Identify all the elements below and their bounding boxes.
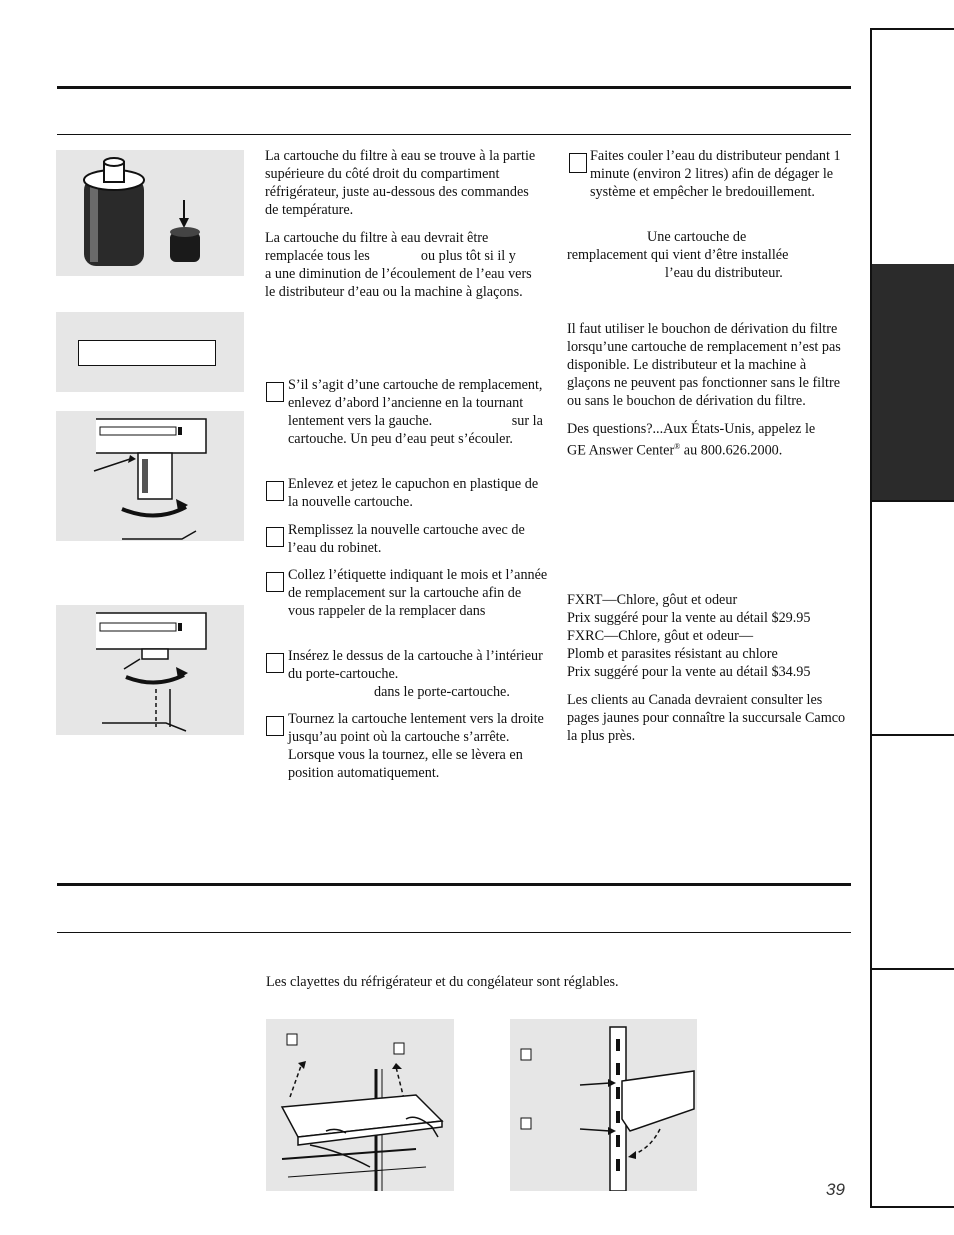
bypass-text: Il faut utiliser le bouchon de dérivation du filtre lorsqu’une cartouche de remplacement n’est pas disponible. Le distributeur et la machine à glaçons ne peuvent pas fonctionner sans le filtre ou sans le bouchon de dérivation du filtre. (567, 321, 841, 409)
questions-a: Des questions?...Aux États-Unis, appelez le (567, 421, 816, 437)
replacement-note-a: Une cartouche de (647, 229, 747, 245)
shelves-top-rule (57, 883, 851, 886)
replacement-note-b: remplacement qui vient d’être installée (567, 247, 789, 263)
section-top-rule (57, 86, 851, 89)
shelf-removal-illustration (266, 1019, 454, 1191)
product-2-sub: Plomb et parasites résistant au chlore (567, 646, 778, 662)
questions-paragraph (567, 420, 851, 460)
product-1-price: Prix suggéré pour la vente au détail $29.95 (567, 610, 811, 626)
remove-cartridge-drawing (56, 411, 244, 541)
replacement-note (567, 228, 851, 282)
product-2-name: FXRC—Chlore, gôut et odeur— (567, 628, 754, 644)
step-5-main: Insérez le dessus de la cartouche à l’intérieur du porte-cartouche. (288, 648, 543, 682)
products-column (567, 591, 851, 745)
step-3-checkbox (266, 527, 284, 547)
step-1-main: S’il s’agit d’une cartouche de remplacement, enlevez d’abord l’ancienne en la tournant lentement vers la gauche. (288, 377, 543, 429)
step-2-checkbox (266, 481, 284, 501)
shelf-bracket-illustration (510, 1019, 697, 1191)
step-5-text (288, 647, 550, 701)
questions-b: GE Answer Center (567, 442, 675, 459)
install-cartridge-illustration (56, 605, 244, 735)
product-2-price: Prix suggéré pour la vente au détail $34.95 (567, 664, 811, 680)
side-tab-3 (870, 500, 954, 736)
step-1-checkbox (266, 382, 284, 402)
side-tab-4 (870, 734, 954, 970)
registered-mark: ® (674, 442, 681, 451)
filter-location-paragraph (265, 147, 545, 311)
side-tab-2-active (870, 264, 954, 500)
step-4-checkbox (266, 572, 284, 592)
page-number: 39 (826, 1180, 845, 1199)
section-sub-rule (57, 134, 851, 135)
step-2-text: Enlevez et jetez le capuchon en plastique de la nouvelle cartouche. (288, 476, 539, 510)
flush-text: Faites couler l’eau du distributeur pendant 1 minute (environ 2 litres) afin de dégager le système et empêcher le bredouillement. (590, 148, 841, 200)
filter-cartridge-drawing (56, 150, 244, 276)
shelves-sub-rule (57, 932, 851, 933)
questions-c: au 800.626.2000. (680, 442, 783, 459)
side-tab-1 (870, 28, 954, 266)
side-tab-5 (870, 968, 954, 1208)
canada-text: Les clients au Canada devraient consulter les pages jaunes pour connaître la succursale Camco la plus près. (567, 692, 846, 744)
shelves-intro: Les clayettes du réfrigérateur et du congélateur sont réglables. (266, 974, 619, 990)
step-6-tail: Lorsque vous la tournez, elle se lèvera en position automatiquement. (288, 747, 523, 781)
install-cartridge-drawing (56, 605, 244, 735)
shelf-removal-drawing (266, 1019, 454, 1191)
step-1-text (288, 376, 550, 448)
replacement-note-c: l’eau du distributeur. (665, 265, 783, 281)
shelf-bracket-drawing (510, 1019, 697, 1191)
filter-cartridge-illustration (56, 150, 244, 276)
filter-location-text: La cartouche du filtre à eau se trouve à la partie supérieure du côté droit du compartiment réfrigérateur, juste au-dessous des commandes de température. (265, 148, 536, 218)
step-1-tail-b: cartouche. Un peu d’eau peut s’écouler. (288, 431, 513, 447)
filter-replace-line2b: ou plus tôt si il y (420, 248, 516, 264)
step-6-text (288, 710, 550, 782)
step-6-checkbox (266, 716, 284, 736)
step-5-tail: dans le porte-cartouche. (374, 684, 510, 700)
step-5-checkbox (266, 653, 284, 673)
bypass-column (567, 320, 851, 470)
remove-cartridge-illustration (56, 411, 244, 541)
product-1-name: FXRT—Chlore, gôut et odeur (567, 592, 738, 608)
bypass-label-box (78, 340, 216, 366)
filter-replace-paragraph (265, 229, 545, 301)
step-6-main: Tournez la cartouche lentement vers la droite jusqu’au point où la cartouche s’arrête. (288, 711, 544, 745)
step-3-text: Remplissez la nouvelle cartouche avec de l’eau du robinet. (288, 522, 525, 556)
filter-replace-line1: La cartouche du filtre à eau devrait être (265, 230, 489, 246)
step-1-tail-a: sur la (511, 413, 543, 429)
filter-bypass-illustration (56, 312, 244, 392)
filter-replace-rest: a une diminution de l’écoulement de l’eau vers le distributeur d’eau ou la machine à glaçons. (265, 266, 532, 300)
filter-replace-line2a: remplacée tous les (265, 248, 370, 264)
step-4-text: Collez l’étiquette indiquant le mois et l’année de remplacement sur la cartouche afin de vous rappeler de la remplacer dans (288, 567, 548, 619)
flush-checkbox (569, 153, 587, 173)
